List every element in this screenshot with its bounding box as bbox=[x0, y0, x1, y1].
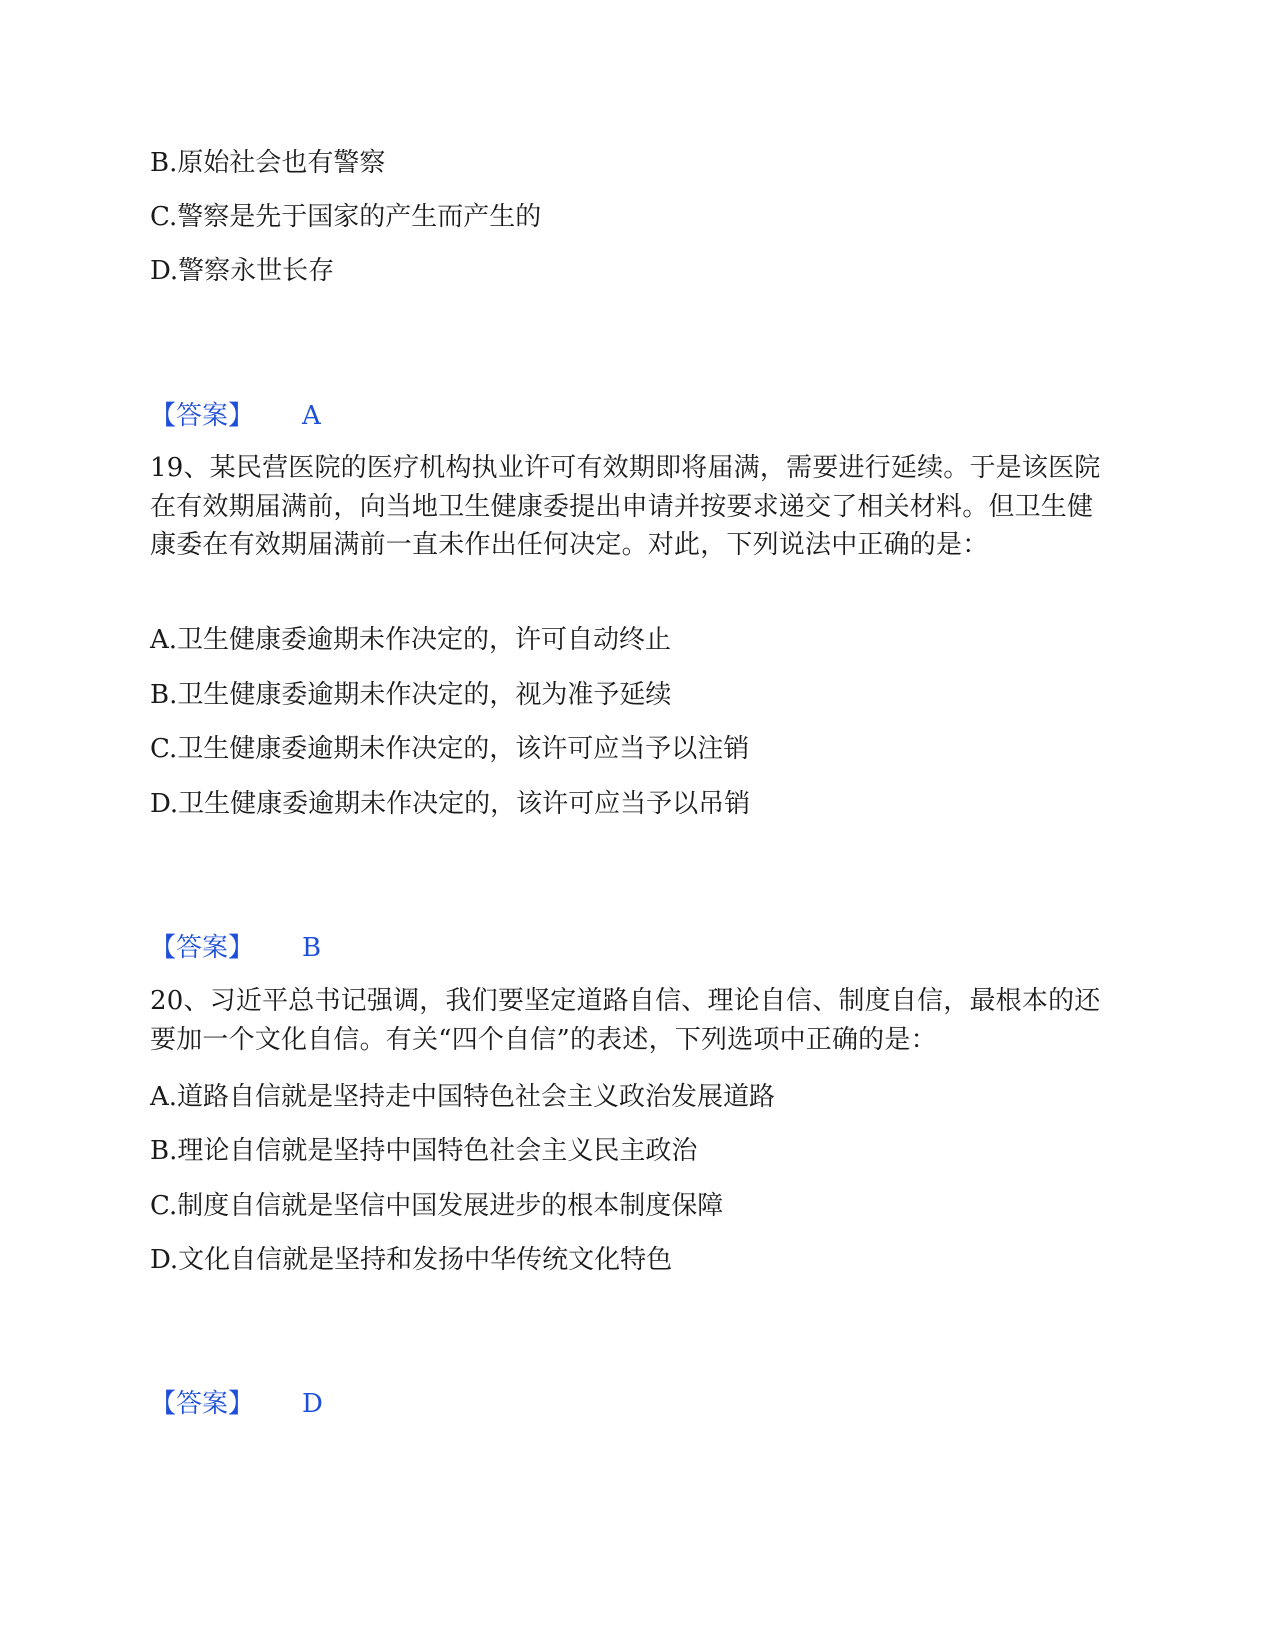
q18-option-d: D.警察永世长存 bbox=[150, 256, 335, 286]
answer-value: A bbox=[302, 401, 321, 431]
q18-option-b: B.原始社会也有警察 bbox=[150, 148, 386, 178]
answer-label: 【答案】 bbox=[150, 401, 255, 431]
q20-stem: 20、习近平总书记强调，我们要坚定道路自信、理论自信、制度自信，最根本的还要加一个文化自信。有关“四个自信”的表述，下列选项中正确的是： bbox=[150, 986, 1101, 1055]
q18-option-c: C.警察是先于国家的产生而产生的 bbox=[150, 202, 542, 232]
answer-value: D bbox=[302, 1389, 323, 1419]
q19-option-a: A.卫生健康委逾期未作决定的，许可自动终止 bbox=[150, 625, 672, 655]
q20-answer bbox=[150, 1384, 323, 1424]
q18-answer bbox=[150, 396, 321, 436]
q19-option-c: C.卫生健康委逾期未作决定的，该许可应当予以注销 bbox=[150, 734, 750, 764]
q20-option-c: C.制度自信就是坚信中国发展进步的根本制度保障 bbox=[150, 1191, 724, 1221]
q20-option-a: A.道路自信就是坚持走中国特色社会主义政治发展道路 bbox=[150, 1082, 776, 1112]
q20-option-d: D.文化自信就是坚持和发扬中华传统文化特色 bbox=[150, 1245, 673, 1275]
answer-value: B bbox=[302, 933, 322, 963]
answer-label: 【答案】 bbox=[150, 1389, 255, 1419]
q19-answer bbox=[150, 928, 321, 968]
q20-option-b: B.理论自信就是坚持中国特色社会主义民主政治 bbox=[150, 1136, 698, 1166]
q19-option-b: B.卫生健康委逾期未作决定的，视为准予延续 bbox=[150, 680, 672, 710]
q19-option-d: D.卫生健康委逾期未作决定的，该许可应当予以吊销 bbox=[150, 789, 751, 819]
answer-label: 【答案】 bbox=[150, 933, 255, 963]
q19-stem: 19、某民营医院的医疗机构执业许可有效期即将届满，需要进行延续。于是该医院在有效期届满前，向当地卫生健康委提出申请并按要求递交了相关材料。但卫生健康委在有效期届满前一直未作出任何决定。对此，下列说法中正确的是： bbox=[150, 453, 1101, 560]
